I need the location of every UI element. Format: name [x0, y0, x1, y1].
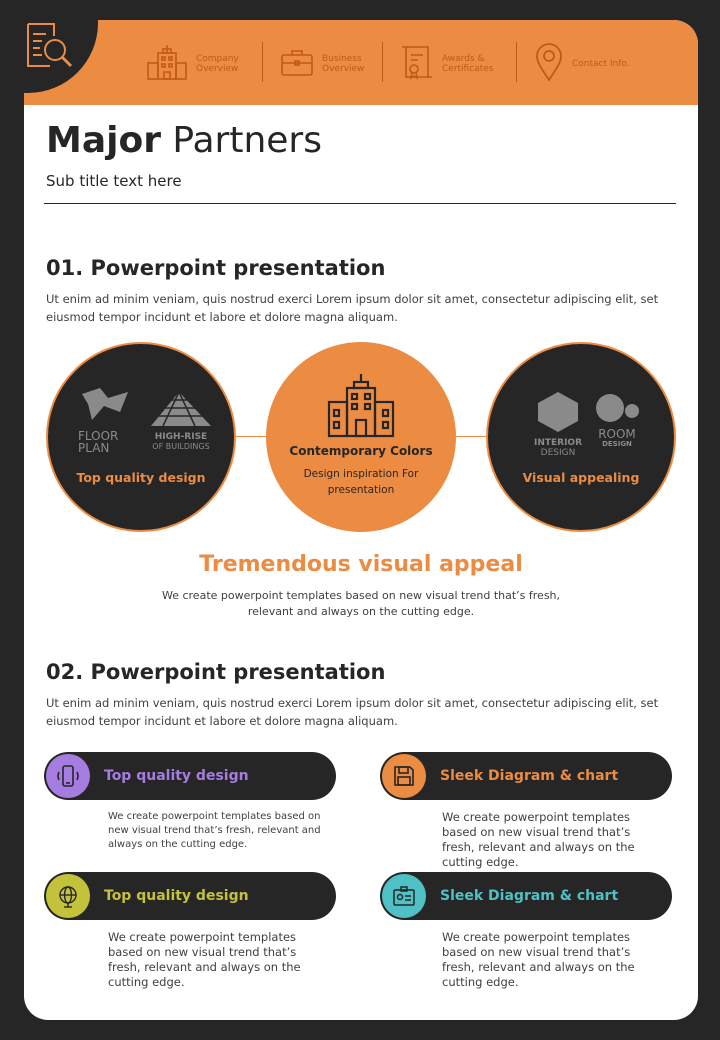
nav-label: Company Overview [196, 54, 239, 74]
id-card-icon [382, 874, 426, 918]
nav-label: Awards & Certificates [442, 54, 494, 74]
globe-icon [46, 874, 90, 918]
circle-text: Design inspiration For presentation [303, 468, 419, 496]
interior-text-2: DESIGN [540, 448, 576, 458]
circle-contemporary-colors [266, 342, 456, 532]
high-rise-logo [146, 390, 216, 452]
circle-label: Visual appealing [522, 470, 640, 485]
feature-pill[interactable] [380, 752, 672, 800]
page-subtitle: Sub title text here [46, 172, 182, 190]
circle-top-quality [46, 342, 236, 532]
location-pin-icon [534, 42, 564, 86]
page-title [46, 120, 322, 161]
room-text-2: DESIGN [602, 440, 632, 448]
page-title-rest: Partners [160, 120, 322, 161]
section2-paragraph: Ut enim ad minim veniam, quis nostrud exerci Lorem ipsum dolor sit amet, consectetur adipiscing elit, set eiusmod tempor incidunt et labore et dolore magna aliquam. [46, 696, 659, 728]
building-icon [146, 43, 188, 85]
floor-plan-text-1: FLOOR [78, 429, 119, 443]
nav-divider [262, 42, 263, 82]
document-search-icon[interactable] [24, 22, 74, 74]
interior-design-logo [528, 390, 588, 458]
feature-pill[interactable] [380, 872, 672, 920]
high-rise-text-1: HIGH-RISE [154, 432, 208, 442]
divider [44, 203, 676, 204]
floor-plan-text-2: PLAN [78, 441, 110, 455]
floor-plan-logo [78, 386, 132, 454]
feature-text: We create powerpoint templates based on new visual trend that’s fresh, relevant and always on the cutting edge. [108, 811, 321, 850]
feature-label: Top quality design [104, 888, 249, 904]
feature-pill[interactable] [44, 872, 336, 920]
interior-text-1: INTERIOR [533, 438, 583, 448]
certificate-icon [400, 43, 434, 85]
feature-text: We create powerpoint templates based on new visual trend that’s fresh, relevant and always on the cutting edge. [442, 810, 635, 869]
room-text-1: ROOM [598, 427, 636, 441]
high-rise-text-2: OF BUILDINGS [152, 442, 210, 451]
feature-text: We create powerpoint templates based on new visual trend that’s fresh, relevant and always on the cutting edge. [442, 930, 635, 989]
feature-label: Sleek Diagram & chart [440, 768, 619, 784]
page-title-bold: Major [46, 120, 161, 161]
accent-text: We create powerpoint templates based on new visual trend that’s fresh, relevant and always on the cutting edge. [161, 589, 561, 618]
connector-line [236, 436, 266, 437]
accent-title: Tremendous visual appeal [199, 552, 523, 577]
feature-label: Sleek Diagram & chart [440, 888, 619, 904]
nav-company-overview[interactable] [146, 42, 256, 86]
feature-label: Top quality design [104, 768, 249, 784]
nav-label: Business Overview [322, 54, 365, 74]
nav-divider [516, 42, 517, 82]
mobile-phone-icon [46, 754, 90, 798]
nav-contact[interactable] [534, 42, 632, 86]
floppy-disk-icon [382, 754, 426, 798]
connector-line [456, 436, 486, 437]
section1-paragraph: Ut enim ad minim veniam, quis nostrud exerci Lorem ipsum dolor sit amet, consectetur adipiscing elit, set eiusmod tempor incidunt et labore et dolore magna aliquam. [46, 292, 659, 324]
circle-label: Top quality design [76, 470, 206, 485]
nav-awards[interactable] [400, 42, 502, 86]
nav-label: Contact Info. [572, 59, 630, 69]
section1-heading: 01. Powerpoint presentation [46, 256, 386, 280]
building-icon [323, 372, 399, 442]
feature-pill[interactable] [44, 752, 336, 800]
room-design-logo [592, 392, 642, 449]
document-page [24, 20, 698, 1020]
nav-divider [382, 42, 383, 82]
nav-business-overview[interactable] [280, 42, 382, 86]
section2-heading: 02. Powerpoint presentation [46, 660, 386, 684]
feature-text: We create powerpoint templates based on new visual trend that’s fresh, relevant and always on the cutting edge. [108, 930, 301, 989]
circle-title: Contemporary Colors [289, 444, 433, 458]
circle-visual-appealing [486, 342, 676, 532]
briefcase-icon [280, 47, 314, 81]
